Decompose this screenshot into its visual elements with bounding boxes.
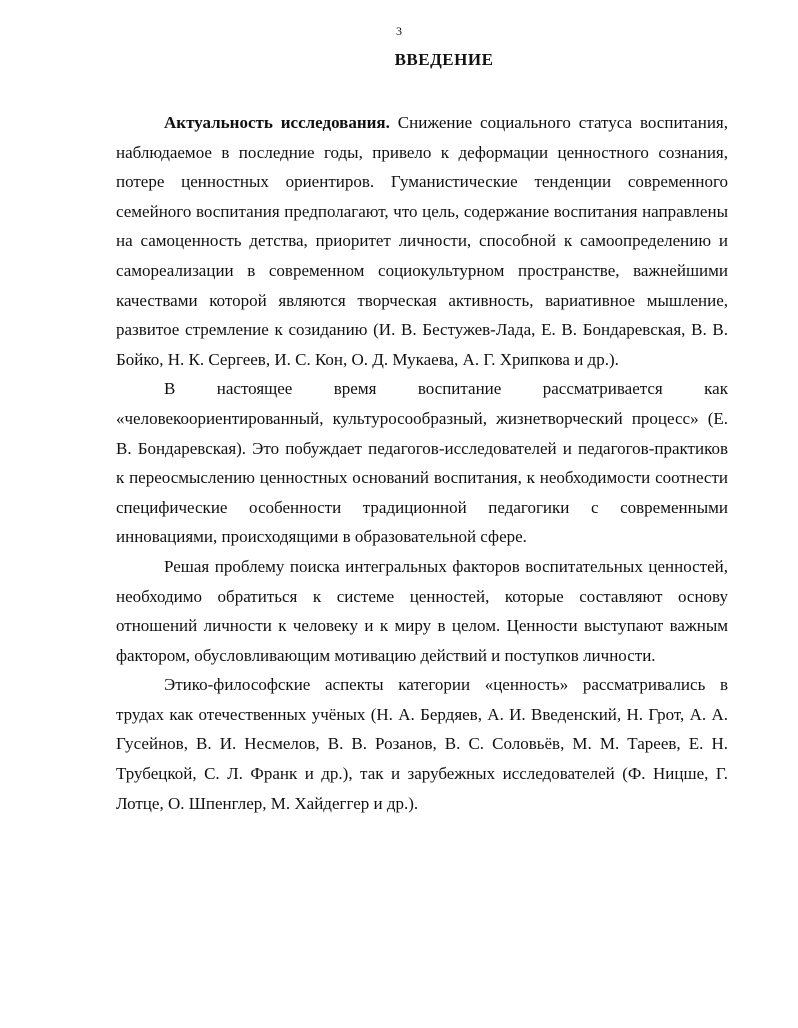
paragraph-philosophy: Этико-философские аспекты категории «ценность» рассматривались в трудах как отечественных учёных (Н. А. Бердяев, А. И. Введенский, Н. Грот, А. А. Гусейнов, В. И. Несмелов, В. В. Розанов, В. С. Соловьёв, М. М. Тареев, Е. Н. Трубецкой, С. Л. Франк и др.), так и зарубежных исследователей (Ф. Ницше, Г. Лотце, О. Шпенглер, М. Хайдеггер и др.). bbox=[116, 675, 728, 813]
paragraph-text: Снижение социального статуса воспитания, наблюдаемое в последние годы, привело к деформации ценностного сознания, потере ценностных ориентиров. Гуманистические тенденции современного семейного воспитания предполагают, что цель, содержание воспитания направлены на самоценность детства, приоритет личности, способной к самоопределению и самореализации в современном социокультурном пространстве, важнейшими качествами которой являются творческая активность, вариативное мышление, развитое стремление к созиданию (И. В. Бестужев-Лада, Е. В. Бондаревская, В. В. Бойко, Н. К. Сергеев, И. С. Кон, О. Д. Мукаева, А. Г. Хрипкова и др.). bbox=[116, 113, 728, 369]
page-number: 3 bbox=[396, 24, 402, 38]
paragraph-relevance bbox=[116, 108, 728, 374]
section-heading: ВВЕДЕНИЕ bbox=[394, 50, 494, 69]
paragraph-upbringing: В настоящее время воспитание рассматривается как «человекоориентированный, культуросообразный, жизнетворческий процесс» (Е. В. Бондаревская). Это побуждает педагогов-исследователей и педагогов-практиков к переосмыслению ценностных оснований воспитания, к необходимости соотнести специфические особенности традиционной педагогики с современными инновациями, происходящими в образовательной сфере. bbox=[116, 379, 728, 547]
body-text bbox=[116, 108, 728, 818]
paragraph-values: Решая проблему поиска интегральных факторов воспитательных ценностей, необходимо обратиться к системе ценностей, которые составляют основу отношений личности к человеку и к миру в целом. Ценности выступают важным фактором, обусловливающим мотивацию действий и поступков личности. bbox=[116, 556, 728, 665]
paragraph-lead: Актуальность исследования. bbox=[164, 113, 390, 132]
